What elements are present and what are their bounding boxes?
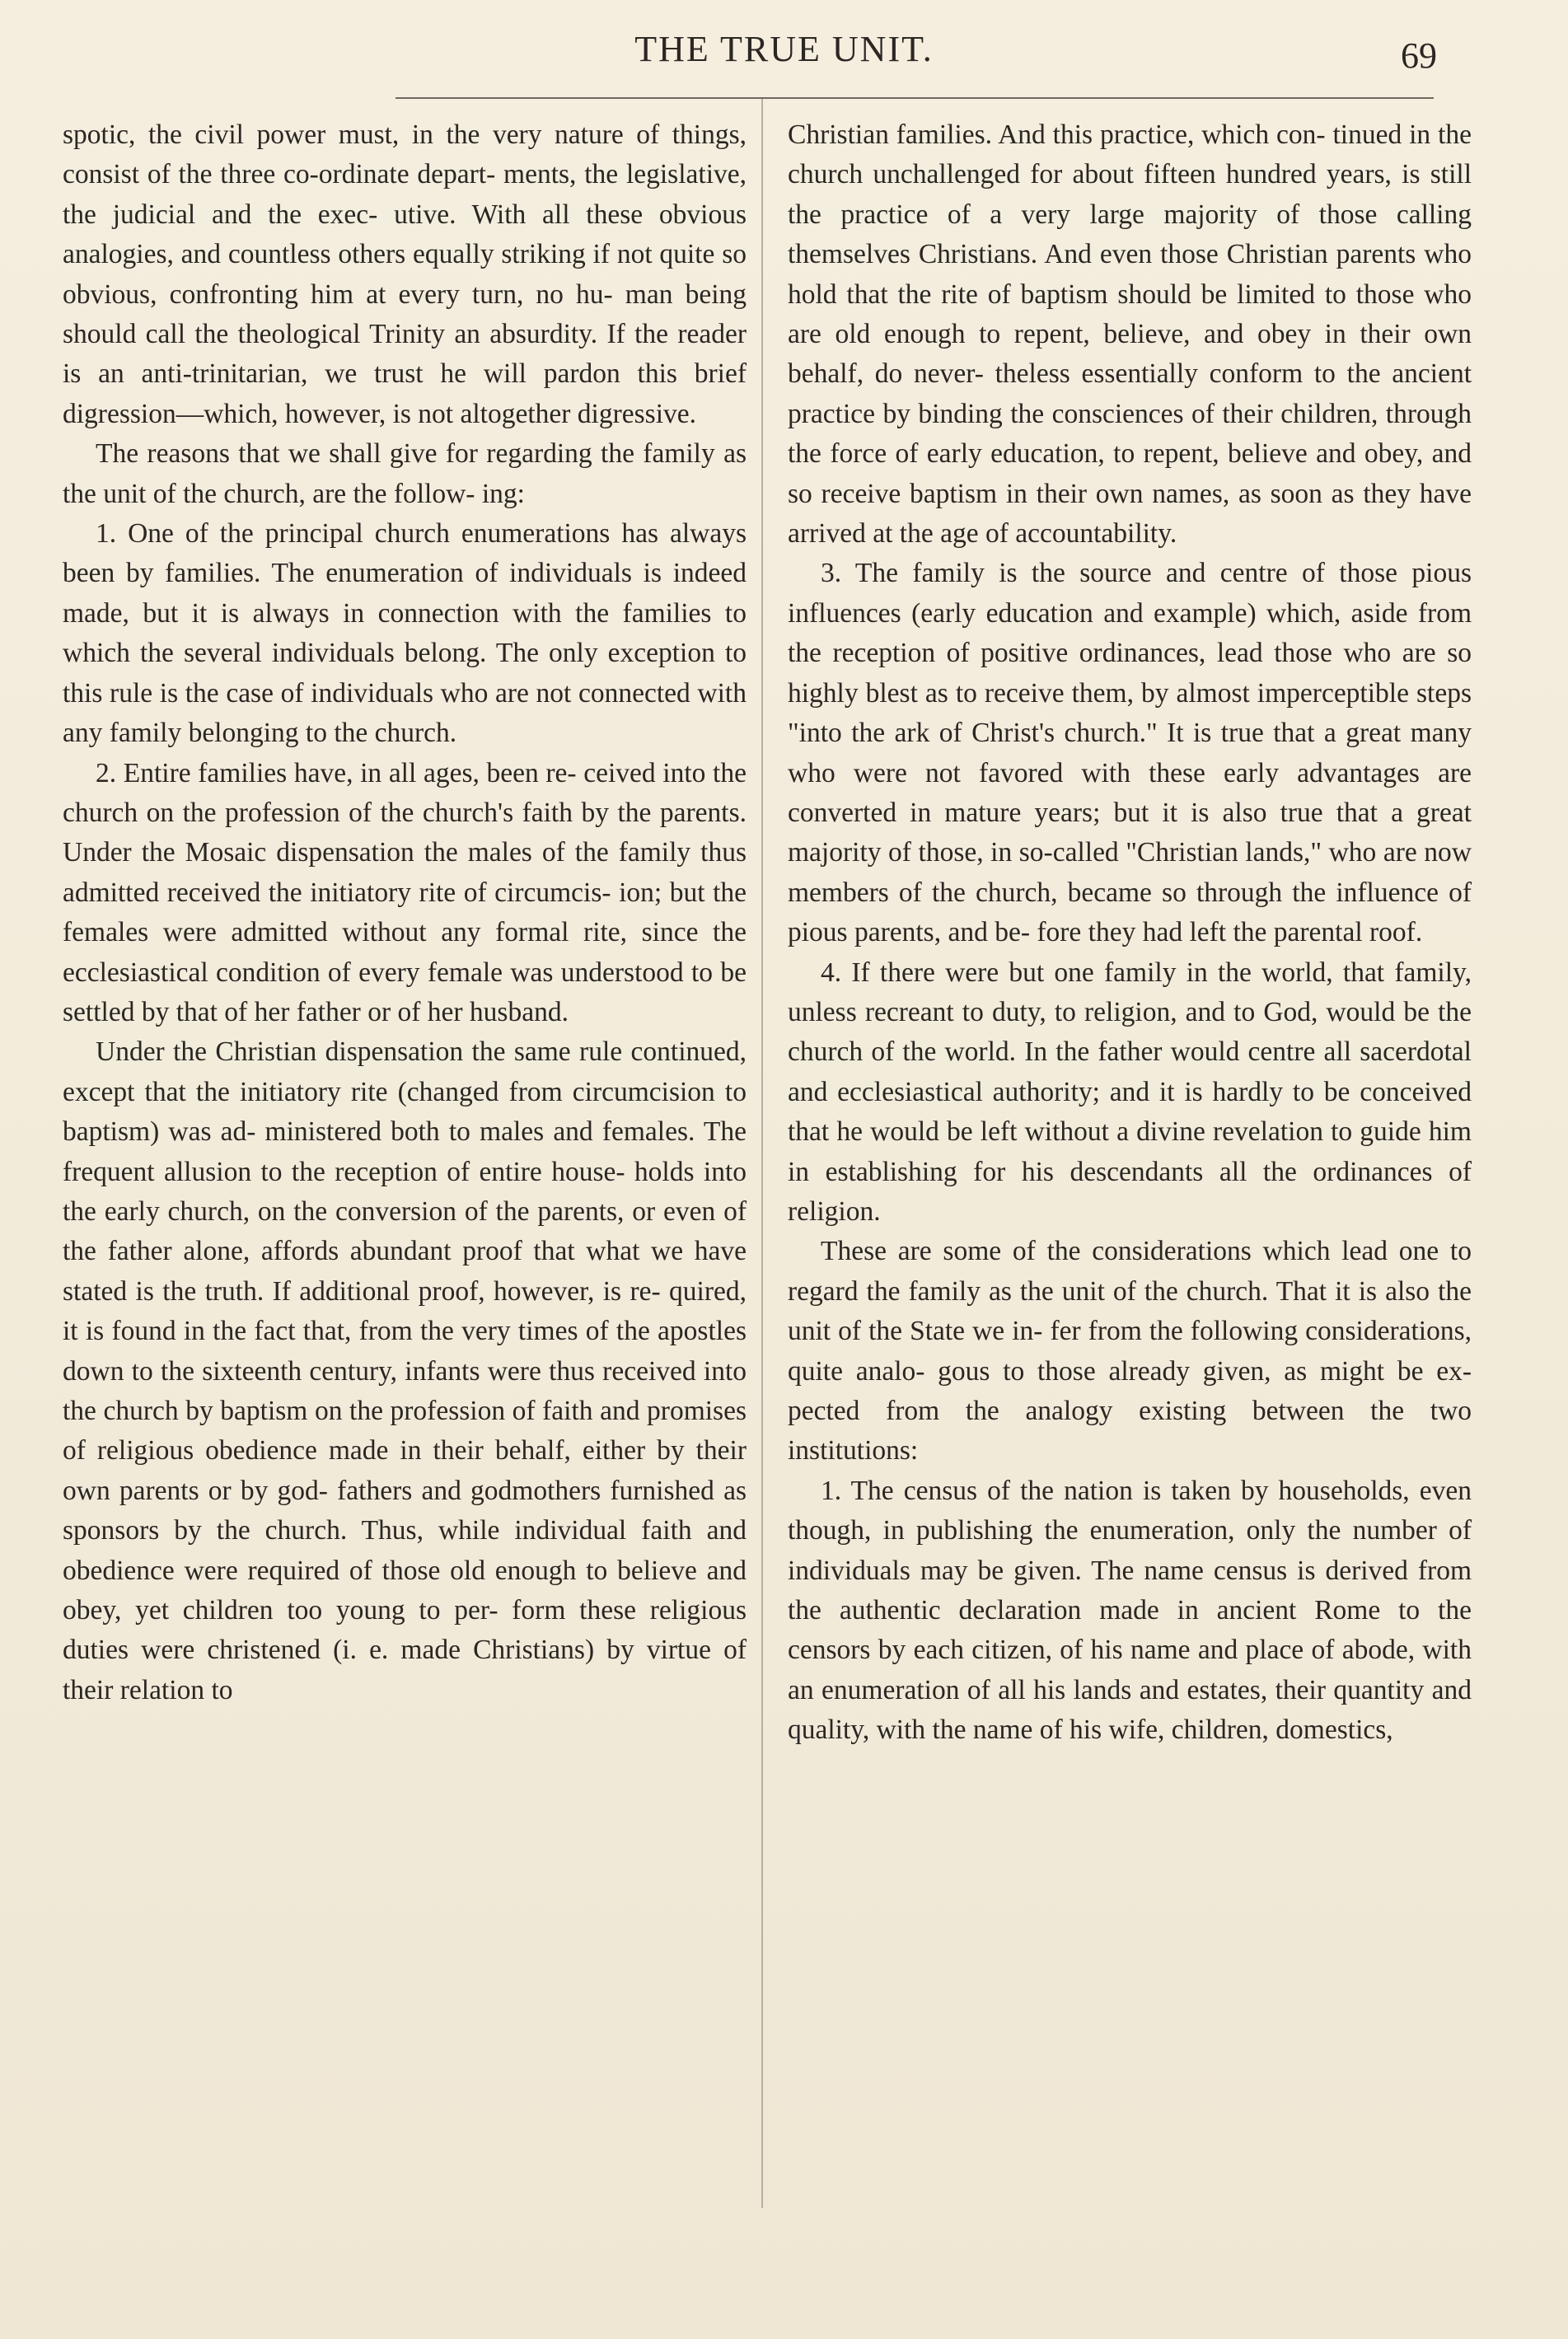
paragraph: 1. One of the principal church enumerations has always been by families. The enumeration of individuals is indeed made, but it is always in connection with the families to which the several individuals belong. The only exception to this rule is the case of individuals who are not connected with any family belonging to the church. bbox=[63, 518, 747, 749]
paragraph: 3. The family is the source and centre of those pious influences (early education and example) which, aside from the reception of positive ordinances, lead those who are so highly blest as to receive them, by almost imperceptible steps "into the ark of Christ's church." It is true that a great many who were not favored with these early advantages are converted in mature years; but it is also true that a great majority of those, in so-called "Christian lands," who are now members of the church, became so through the influence of pious parents, and be- fore they had left the parental roof. bbox=[788, 558, 1472, 948]
left-column bbox=[63, 115, 747, 1710]
paragraph: Christian families. And this practice, which con- tinued in the church unchallenged for about fifteen hundred years, is still the practice of a very large majority of those calling themselves Christians. And even those Christian parents who hold that the rite of baptism should be limited to those who are old enough to repent, believe, and obey in their own behalf, do never- theless essentially conform to the ancient practice by binding the consciences of their children, through the force of early education, to repent, believe and obey, and so receive baptism in their own names, as soon as they have arrived at the age of accountability. bbox=[788, 119, 1472, 550]
paragraph: The reasons that we shall give for regarding the family as the unit of the church, are the follow- ing: bbox=[63, 438, 747, 509]
paragraph: spotic, the civil power must, in the very nature of things, consist of the three co-ordinate depart- ments, the legislative, the judicial and the exec- utive. With all these obvious analogies, and countless others equally striking if not quite so obvious, confronting him at every turn, no hu- man being should call the theological Trinity an absurdity. If the reader is an anti-trinitarian, we trust he will pardon this brief digression—which, however, is not altogether digressive. bbox=[63, 119, 747, 429]
paragraph: 1. The census of the nation is taken by households, even though, in publishing the enumeration, only the number of individuals may be given. The name census is derived from the authentic declaration made in ancient Rome to the censors by each citizen, of his name and place of abode, with an enumeration of all his lands and estates, their quantity and quality, with the name of his wife, children, domestics, bbox=[788, 1475, 1472, 1746]
paragraph: 4. If there were but one family in the world, that family, unless recreant to duty, to religion, and to God, would be the church of the world. In the father would centre all sacerdotal and ecclesiastical authority; and it is hardly to be conceived that he would be left without a divine revelation to guide him in establishing for his descendants all the ordinances of religion. bbox=[788, 957, 1472, 1227]
paragraph: These are some of the considerations which lead one to regard the family as the unit of the church. That it is also the unit of the State we in- fer from the following considerations, quite analo- gous to those already given, as might be ex- pected from the analogy existing between the two institutions: bbox=[788, 1236, 1472, 1467]
right-column bbox=[788, 115, 1472, 1751]
page-number: 69 bbox=[1401, 35, 1437, 76]
paragraph: Under the Christian dispensation the same rule continued, except that the initiatory rite (changed from circumcision to baptism) was ad- ministered both to males and females. The frequent allusion to the reception of entire house- holds into the early church, on the conversion of the parents, or even of the father alone, affords abundant proof that what we have stated is the truth. If additional proof, however, is re- quired, it is found in the fact that, from the very times of the apostles down to the sixteenth century, infants were thus received into the church by baptism on the profession of faith and promises of religious obedience made in their behalf, either by their own parents or by god- fathers and godmothers furnished as sponsors by the church. Thus, while individual faith and obedience were required of those old enough to believe and obey, yet children too young to per- form these religious duties were christened (i. e. made Christians) by virtue of their relation to bbox=[63, 1036, 747, 1705]
running-title: THE TRUE UNIT. bbox=[634, 29, 934, 69]
column-divider bbox=[761, 99, 763, 2208]
paragraph: 2. Entire families have, in all ages, been re- ceived into the church on the profession of the church's faith by the parents. Under the Mosaic dispensation the males of the family thus admitted received the initiatory rite of circumcis- ion; but the females were admitted without any formal rite, since the ecclesiastical condition of every female was understood to be settled by that of her father or of her husband. bbox=[63, 757, 747, 1027]
header-rule bbox=[396, 97, 1434, 99]
